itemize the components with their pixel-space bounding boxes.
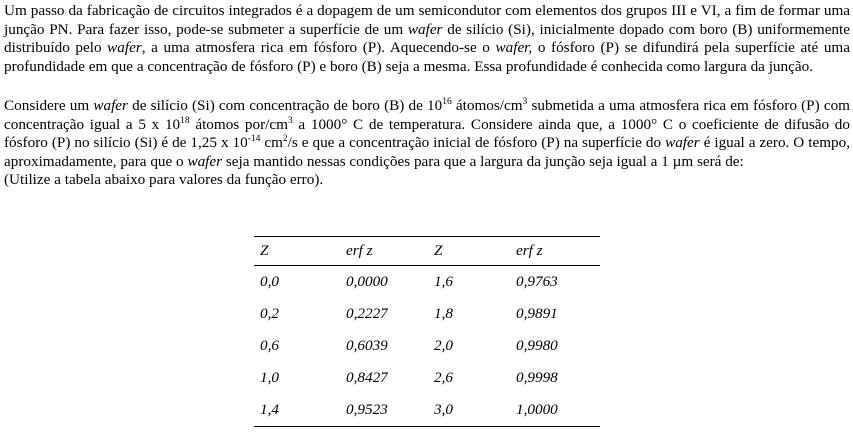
problem-text [4, 97, 850, 171]
table-cell: 0,2227 [346, 305, 388, 322]
table-header-cell: Z [260, 237, 346, 266]
table-cell: 0,9523 [346, 394, 434, 427]
table-cell: 0,0000 [346, 273, 388, 290]
table-note: (Utilize a tabela abaixo para valores da função erro). [4, 171, 324, 189]
table-cell: 0,8427 [346, 369, 388, 386]
table-header-row [254, 237, 600, 266]
table-row [254, 298, 600, 330]
table-cell: 0,9980 [516, 337, 558, 354]
table-row [254, 266, 600, 299]
table-header-cell: Z [434, 237, 516, 266]
table-cell: 0,9891 [516, 305, 558, 322]
term-wafer: wafer [107, 39, 142, 57]
text-run: Considere um [4, 97, 94, 114]
table-cell: 3,0 [434, 394, 516, 427]
table-cell: 0,9998 [516, 369, 558, 386]
table-cell: 0,2 [260, 305, 279, 322]
table-cell: 0,6 [260, 337, 279, 354]
text-run: o fósforo (P) se difundirá pela superfície até uma profundidade em que a concentração de fósforo (P) e boro (B) seja a mesma. Essa profundidade é conhecida como largura da junção. [4, 39, 850, 75]
text-run: /s e que a concentração inicial de fósforo (P) na superfície do [287, 134, 666, 152]
table-cell: 2,6 [434, 369, 453, 386]
exponent: 3 [522, 97, 528, 107]
table-cell: 1,0000 [516, 394, 600, 427]
exponent: 18 [180, 115, 190, 126]
exponent: 16 [442, 97, 452, 107]
paragraph-intro [4, 2, 850, 76]
table-cell: 2,0 [434, 337, 453, 354]
text-run: é igual a zero. O tempo, aproximadamente, para que o [4, 134, 851, 170]
text-run: de silício (Si) com concentração de boro (B) de 10 [127, 97, 443, 114]
table-cell: 1,6 [434, 273, 453, 290]
term-wafer: wafer [407, 20, 443, 38]
table-row [254, 330, 600, 362]
text-run: submetida a uma atmosfera rica em fósforo (P) com concentração igual a 5 x 10 [4, 97, 850, 133]
text-run: , a uma atmosfera rica em fósforo (P). Aquecendo-se o [141, 39, 496, 57]
text-run: a 1000° C de temperatura. Considere ainda que, a 1000° C o coeficiente de difusão do fósforo (P) no silício (Si) é de 1,25 x 10 [4, 115, 850, 152]
text-run: átomos/cm [451, 97, 523, 114]
erf-table [254, 236, 600, 427]
exponent: 2 [282, 134, 288, 145]
exponent: -14 [247, 134, 261, 145]
table-header-cell: erf z [346, 237, 434, 266]
table-cell: 0,0 [260, 273, 279, 290]
table-cell: 1,0 [260, 369, 279, 386]
term-wafer: wafer [187, 152, 223, 170]
term-wafer: wafer [93, 97, 128, 114]
text-run: Um passo da fabricação de circuitos integrados é a dopagem de um semicondutor com elementos dos grupos III e VI, a fim de formar uma junção PN. Para fazer isso, pode-se submeter a superfície de um [4, 2, 850, 38]
table-row [254, 362, 600, 394]
table-cell: 0,6039 [346, 337, 388, 354]
intro-text [4, 2, 850, 76]
table-cell: 1,8 [434, 305, 453, 322]
term-wafer: wafer [665, 134, 700, 152]
exponent: 3 [287, 115, 293, 126]
table-cell: 1,4 [260, 394, 346, 427]
paragraph-problem [4, 97, 850, 190]
text-run: cm [260, 134, 283, 152]
text-run: seja mantido nessas condições para que a largura da junção seja igual a 1 µm será de: [222, 152, 744, 170]
text-run: de silício (Si), inicialmente dopado com boro (B) uniformemente distribuído pelo [4, 20, 850, 57]
table-header-cell: erf z [516, 237, 600, 266]
table-row [254, 394, 600, 427]
table-cell: 0,9763 [516, 273, 558, 290]
term-wafer: wafer, [495, 39, 533, 57]
text-run: átomos por/cm [189, 115, 288, 133]
